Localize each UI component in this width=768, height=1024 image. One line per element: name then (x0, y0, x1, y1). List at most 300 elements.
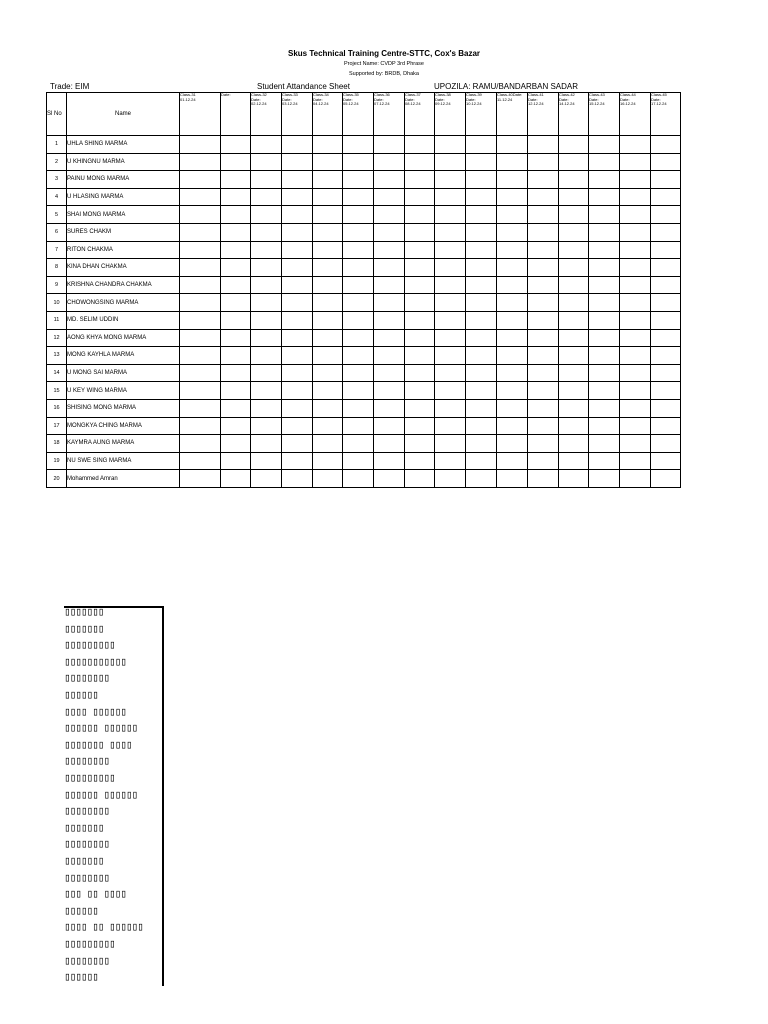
attendance-cell[interactable] (221, 382, 251, 400)
attendance-cell[interactable] (620, 259, 651, 277)
attendance-cell[interactable] (313, 294, 343, 312)
attendance-cell[interactable] (343, 311, 374, 329)
attendance-cell[interactable] (221, 311, 251, 329)
attendance-cell[interactable] (466, 206, 497, 224)
attendance-cell[interactable] (405, 417, 435, 435)
attendance-cell[interactable] (405, 206, 435, 224)
attendance-cell[interactable] (620, 311, 651, 329)
attendance-cell[interactable] (313, 188, 343, 206)
attendance-cell[interactable] (282, 206, 313, 224)
attendance-cell[interactable] (180, 435, 221, 453)
attendance-cell[interactable] (282, 417, 313, 435)
attendance-cell[interactable] (180, 329, 221, 347)
attendance-cell[interactable] (180, 417, 221, 435)
attendance-cell[interactable] (405, 382, 435, 400)
attendance-cell[interactable] (251, 294, 282, 312)
attendance-cell[interactable] (620, 223, 651, 241)
attendance-cell[interactable] (497, 311, 528, 329)
attendance-cell[interactable] (435, 364, 466, 382)
attendance-cell[interactable] (497, 417, 528, 435)
attendance-cell[interactable] (374, 347, 405, 365)
attendance-cell[interactable] (559, 223, 589, 241)
attendance-cell[interactable] (528, 470, 559, 488)
attendance-cell[interactable] (374, 399, 405, 417)
attendance-cell[interactable] (528, 417, 559, 435)
attendance-cell[interactable] (405, 452, 435, 470)
attendance-cell[interactable] (620, 417, 651, 435)
attendance-cell[interactable] (343, 417, 374, 435)
attendance-cell[interactable] (221, 223, 251, 241)
attendance-cell[interactable] (405, 470, 435, 488)
attendance-cell[interactable] (374, 276, 405, 294)
attendance-cell[interactable] (180, 452, 221, 470)
attendance-cell[interactable] (651, 347, 681, 365)
attendance-cell[interactable] (343, 364, 374, 382)
attendance-cell[interactable] (405, 188, 435, 206)
attendance-cell[interactable] (435, 188, 466, 206)
attendance-cell[interactable] (374, 470, 405, 488)
attendance-cell[interactable] (589, 223, 620, 241)
attendance-cell[interactable] (282, 223, 313, 241)
attendance-cell[interactable] (405, 136, 435, 154)
attendance-cell[interactable] (221, 347, 251, 365)
attendance-cell[interactable] (435, 347, 466, 365)
attendance-cell[interactable] (466, 470, 497, 488)
attendance-cell[interactable] (405, 241, 435, 259)
attendance-cell[interactable] (405, 311, 435, 329)
attendance-cell[interactable] (374, 136, 405, 154)
attendance-cell[interactable] (180, 136, 221, 154)
attendance-cell[interactable] (251, 382, 282, 400)
attendance-cell[interactable] (620, 364, 651, 382)
attendance-cell[interactable] (313, 347, 343, 365)
attendance-cell[interactable] (620, 171, 651, 189)
attendance-cell[interactable] (405, 259, 435, 277)
attendance-cell[interactable] (497, 223, 528, 241)
attendance-cell[interactable] (559, 364, 589, 382)
attendance-cell[interactable] (405, 294, 435, 312)
attendance-cell[interactable] (282, 311, 313, 329)
attendance-cell[interactable] (313, 470, 343, 488)
attendance-cell[interactable] (343, 188, 374, 206)
attendance-cell[interactable] (435, 329, 466, 347)
attendance-cell[interactable] (497, 206, 528, 224)
attendance-cell[interactable] (466, 364, 497, 382)
attendance-cell[interactable] (651, 294, 681, 312)
attendance-cell[interactable] (282, 435, 313, 453)
attendance-cell[interactable] (466, 399, 497, 417)
attendance-cell[interactable] (180, 188, 221, 206)
attendance-cell[interactable] (282, 153, 313, 171)
attendance-cell[interactable] (374, 294, 405, 312)
attendance-cell[interactable] (405, 223, 435, 241)
attendance-cell[interactable] (589, 435, 620, 453)
attendance-cell[interactable] (251, 399, 282, 417)
attendance-cell[interactable] (620, 241, 651, 259)
attendance-cell[interactable] (251, 276, 282, 294)
attendance-cell[interactable] (435, 259, 466, 277)
attendance-cell[interactable] (589, 399, 620, 417)
attendance-cell[interactable] (221, 276, 251, 294)
attendance-cell[interactable] (374, 435, 405, 453)
attendance-cell[interactable] (313, 399, 343, 417)
attendance-cell[interactable] (559, 470, 589, 488)
attendance-cell[interactable] (497, 188, 528, 206)
attendance-cell[interactable] (620, 188, 651, 206)
attendance-cell[interactable] (405, 435, 435, 453)
attendance-cell[interactable] (251, 347, 282, 365)
attendance-cell[interactable] (374, 452, 405, 470)
attendance-cell[interactable] (651, 171, 681, 189)
attendance-cell[interactable] (251, 470, 282, 488)
attendance-cell[interactable] (466, 259, 497, 277)
attendance-cell[interactable] (651, 452, 681, 470)
attendance-cell[interactable] (559, 347, 589, 365)
attendance-cell[interactable] (313, 171, 343, 189)
attendance-cell[interactable] (651, 136, 681, 154)
attendance-cell[interactable] (497, 241, 528, 259)
attendance-cell[interactable] (589, 294, 620, 312)
attendance-cell[interactable] (589, 364, 620, 382)
attendance-cell[interactable] (528, 311, 559, 329)
attendance-cell[interactable] (405, 171, 435, 189)
attendance-cell[interactable] (651, 188, 681, 206)
attendance-cell[interactable] (313, 311, 343, 329)
attendance-cell[interactable] (466, 171, 497, 189)
attendance-cell[interactable] (282, 470, 313, 488)
attendance-cell[interactable] (651, 435, 681, 453)
attendance-cell[interactable] (589, 347, 620, 365)
attendance-cell[interactable] (435, 399, 466, 417)
attendance-cell[interactable] (589, 188, 620, 206)
attendance-cell[interactable] (559, 171, 589, 189)
attendance-cell[interactable] (180, 276, 221, 294)
attendance-cell[interactable] (180, 382, 221, 400)
attendance-cell[interactable] (313, 136, 343, 154)
attendance-cell[interactable] (528, 188, 559, 206)
attendance-cell[interactable] (528, 347, 559, 365)
attendance-cell[interactable] (374, 153, 405, 171)
attendance-cell[interactable] (221, 417, 251, 435)
attendance-cell[interactable] (180, 311, 221, 329)
attendance-cell[interactable] (435, 294, 466, 312)
attendance-cell[interactable] (651, 206, 681, 224)
attendance-cell[interactable] (251, 311, 282, 329)
attendance-cell[interactable] (374, 171, 405, 189)
attendance-cell[interactable] (651, 364, 681, 382)
attendance-cell[interactable] (651, 382, 681, 400)
attendance-cell[interactable] (180, 259, 221, 277)
attendance-cell[interactable] (180, 206, 221, 224)
attendance-cell[interactable] (528, 452, 559, 470)
attendance-cell[interactable] (374, 259, 405, 277)
attendance-cell[interactable] (251, 259, 282, 277)
attendance-cell[interactable] (528, 276, 559, 294)
attendance-cell[interactable] (497, 435, 528, 453)
attendance-cell[interactable] (589, 452, 620, 470)
attendance-cell[interactable] (282, 241, 313, 259)
attendance-cell[interactable] (180, 399, 221, 417)
attendance-cell[interactable] (343, 470, 374, 488)
attendance-cell[interactable] (559, 206, 589, 224)
attendance-cell[interactable] (528, 153, 559, 171)
attendance-cell[interactable] (374, 241, 405, 259)
attendance-cell[interactable] (282, 399, 313, 417)
attendance-cell[interactable] (180, 364, 221, 382)
attendance-cell[interactable] (466, 347, 497, 365)
attendance-cell[interactable] (343, 452, 374, 470)
attendance-cell[interactable] (313, 153, 343, 171)
attendance-cell[interactable] (559, 276, 589, 294)
attendance-cell[interactable] (405, 276, 435, 294)
attendance-cell[interactable] (180, 153, 221, 171)
attendance-cell[interactable] (589, 206, 620, 224)
attendance-cell[interactable] (313, 329, 343, 347)
attendance-cell[interactable] (343, 136, 374, 154)
attendance-cell[interactable] (435, 452, 466, 470)
attendance-cell[interactable] (251, 241, 282, 259)
attendance-cell[interactable] (528, 399, 559, 417)
attendance-cell[interactable] (435, 382, 466, 400)
attendance-cell[interactable] (405, 364, 435, 382)
attendance-cell[interactable] (221, 452, 251, 470)
attendance-cell[interactable] (435, 153, 466, 171)
attendance-cell[interactable] (466, 382, 497, 400)
attendance-cell[interactable] (251, 153, 282, 171)
attendance-cell[interactable] (313, 417, 343, 435)
attendance-cell[interactable] (466, 241, 497, 259)
attendance-cell[interactable] (221, 188, 251, 206)
attendance-cell[interactable] (343, 382, 374, 400)
attendance-cell[interactable] (528, 241, 559, 259)
attendance-cell[interactable] (313, 276, 343, 294)
attendance-cell[interactable] (343, 276, 374, 294)
attendance-cell[interactable] (589, 259, 620, 277)
attendance-cell[interactable] (559, 188, 589, 206)
attendance-cell[interactable] (313, 435, 343, 453)
attendance-cell[interactable] (282, 171, 313, 189)
attendance-cell[interactable] (466, 329, 497, 347)
attendance-cell[interactable] (589, 276, 620, 294)
attendance-cell[interactable] (559, 259, 589, 277)
attendance-cell[interactable] (497, 382, 528, 400)
attendance-cell[interactable] (251, 188, 282, 206)
attendance-cell[interactable] (435, 206, 466, 224)
attendance-cell[interactable] (221, 294, 251, 312)
attendance-cell[interactable] (528, 223, 559, 241)
attendance-cell[interactable] (466, 452, 497, 470)
attendance-cell[interactable] (559, 452, 589, 470)
attendance-cell[interactable] (313, 259, 343, 277)
attendance-cell[interactable] (559, 241, 589, 259)
attendance-cell[interactable] (221, 470, 251, 488)
attendance-cell[interactable] (497, 171, 528, 189)
attendance-cell[interactable] (589, 241, 620, 259)
attendance-cell[interactable] (589, 470, 620, 488)
attendance-cell[interactable] (180, 294, 221, 312)
attendance-cell[interactable] (620, 206, 651, 224)
attendance-cell[interactable] (313, 241, 343, 259)
attendance-cell[interactable] (497, 136, 528, 154)
attendance-cell[interactable] (528, 259, 559, 277)
attendance-cell[interactable] (221, 259, 251, 277)
attendance-cell[interactable] (221, 206, 251, 224)
attendance-cell[interactable] (221, 136, 251, 154)
attendance-cell[interactable] (435, 435, 466, 453)
attendance-cell[interactable] (282, 136, 313, 154)
attendance-cell[interactable] (435, 241, 466, 259)
attendance-cell[interactable] (497, 347, 528, 365)
attendance-cell[interactable] (435, 311, 466, 329)
attendance-cell[interactable] (282, 329, 313, 347)
attendance-cell[interactable] (620, 136, 651, 154)
attendance-cell[interactable] (589, 311, 620, 329)
attendance-cell[interactable] (435, 417, 466, 435)
attendance-cell[interactable] (589, 417, 620, 435)
attendance-cell[interactable] (374, 188, 405, 206)
attendance-cell[interactable] (374, 206, 405, 224)
attendance-cell[interactable] (651, 470, 681, 488)
attendance-cell[interactable] (466, 435, 497, 453)
attendance-cell[interactable] (282, 276, 313, 294)
attendance-cell[interactable] (651, 311, 681, 329)
attendance-cell[interactable] (221, 241, 251, 259)
attendance-cell[interactable] (251, 223, 282, 241)
attendance-cell[interactable] (559, 329, 589, 347)
attendance-cell[interactable] (282, 294, 313, 312)
attendance-cell[interactable] (497, 364, 528, 382)
attendance-cell[interactable] (466, 294, 497, 312)
attendance-cell[interactable] (466, 417, 497, 435)
attendance-cell[interactable] (343, 171, 374, 189)
attendance-cell[interactable] (251, 435, 282, 453)
attendance-cell[interactable] (651, 223, 681, 241)
attendance-cell[interactable] (589, 153, 620, 171)
attendance-cell[interactable] (251, 206, 282, 224)
attendance-cell[interactable] (466, 276, 497, 294)
attendance-cell[interactable] (559, 311, 589, 329)
attendance-cell[interactable] (589, 136, 620, 154)
attendance-cell[interactable] (180, 470, 221, 488)
attendance-cell[interactable] (497, 452, 528, 470)
attendance-cell[interactable] (528, 382, 559, 400)
attendance-cell[interactable] (528, 329, 559, 347)
attendance-cell[interactable] (497, 329, 528, 347)
attendance-cell[interactable] (559, 294, 589, 312)
attendance-cell[interactable] (559, 435, 589, 453)
attendance-cell[interactable] (651, 259, 681, 277)
attendance-cell[interactable] (435, 470, 466, 488)
attendance-cell[interactable] (313, 206, 343, 224)
attendance-cell[interactable] (374, 364, 405, 382)
attendance-cell[interactable] (559, 153, 589, 171)
attendance-cell[interactable] (435, 171, 466, 189)
attendance-cell[interactable] (466, 136, 497, 154)
attendance-cell[interactable] (405, 347, 435, 365)
attendance-cell[interactable] (497, 259, 528, 277)
attendance-cell[interactable] (620, 452, 651, 470)
attendance-cell[interactable] (282, 382, 313, 400)
attendance-cell[interactable] (221, 399, 251, 417)
attendance-cell[interactable] (651, 399, 681, 417)
attendance-cell[interactable] (343, 223, 374, 241)
attendance-cell[interactable] (282, 452, 313, 470)
attendance-cell[interactable] (251, 417, 282, 435)
attendance-cell[interactable] (251, 136, 282, 154)
attendance-cell[interactable] (620, 276, 651, 294)
attendance-cell[interactable] (528, 136, 559, 154)
attendance-cell[interactable] (589, 171, 620, 189)
attendance-cell[interactable] (374, 223, 405, 241)
attendance-cell[interactable] (374, 417, 405, 435)
attendance-cell[interactable] (343, 399, 374, 417)
attendance-cell[interactable] (589, 382, 620, 400)
attendance-cell[interactable] (620, 294, 651, 312)
attendance-cell[interactable] (221, 364, 251, 382)
attendance-cell[interactable] (405, 399, 435, 417)
attendance-cell[interactable] (435, 276, 466, 294)
attendance-cell[interactable] (405, 329, 435, 347)
attendance-cell[interactable] (343, 435, 374, 453)
attendance-cell[interactable] (620, 399, 651, 417)
attendance-cell[interactable] (466, 153, 497, 171)
attendance-cell[interactable] (251, 364, 282, 382)
attendance-cell[interactable] (343, 329, 374, 347)
attendance-cell[interactable] (343, 206, 374, 224)
attendance-cell[interactable] (559, 382, 589, 400)
attendance-cell[interactable] (651, 276, 681, 294)
attendance-cell[interactable] (466, 223, 497, 241)
attendance-cell[interactable] (374, 311, 405, 329)
attendance-cell[interactable] (559, 136, 589, 154)
attendance-cell[interactable] (497, 153, 528, 171)
attendance-cell[interactable] (651, 241, 681, 259)
attendance-cell[interactable] (528, 294, 559, 312)
attendance-cell[interactable] (620, 435, 651, 453)
attendance-cell[interactable] (374, 329, 405, 347)
attendance-cell[interactable] (251, 452, 282, 470)
attendance-cell[interactable] (221, 171, 251, 189)
attendance-cell[interactable] (528, 435, 559, 453)
attendance-cell[interactable] (528, 206, 559, 224)
attendance-cell[interactable] (497, 276, 528, 294)
attendance-cell[interactable] (343, 153, 374, 171)
attendance-cell[interactable] (620, 347, 651, 365)
attendance-cell[interactable] (221, 435, 251, 453)
attendance-cell[interactable] (528, 364, 559, 382)
attendance-cell[interactable] (435, 136, 466, 154)
attendance-cell[interactable] (559, 399, 589, 417)
attendance-cell[interactable] (466, 311, 497, 329)
attendance-cell[interactable] (221, 329, 251, 347)
attendance-cell[interactable] (180, 241, 221, 259)
attendance-cell[interactable] (313, 452, 343, 470)
attendance-cell[interactable] (620, 329, 651, 347)
attendance-cell[interactable] (282, 188, 313, 206)
attendance-cell[interactable] (180, 347, 221, 365)
attendance-cell[interactable] (651, 417, 681, 435)
attendance-cell[interactable] (589, 329, 620, 347)
attendance-cell[interactable] (620, 470, 651, 488)
attendance-cell[interactable] (374, 382, 405, 400)
attendance-cell[interactable] (313, 223, 343, 241)
attendance-cell[interactable] (651, 329, 681, 347)
attendance-cell[interactable] (343, 294, 374, 312)
attendance-cell[interactable] (466, 188, 497, 206)
attendance-cell[interactable] (497, 470, 528, 488)
attendance-cell[interactable] (180, 171, 221, 189)
attendance-cell[interactable] (282, 259, 313, 277)
